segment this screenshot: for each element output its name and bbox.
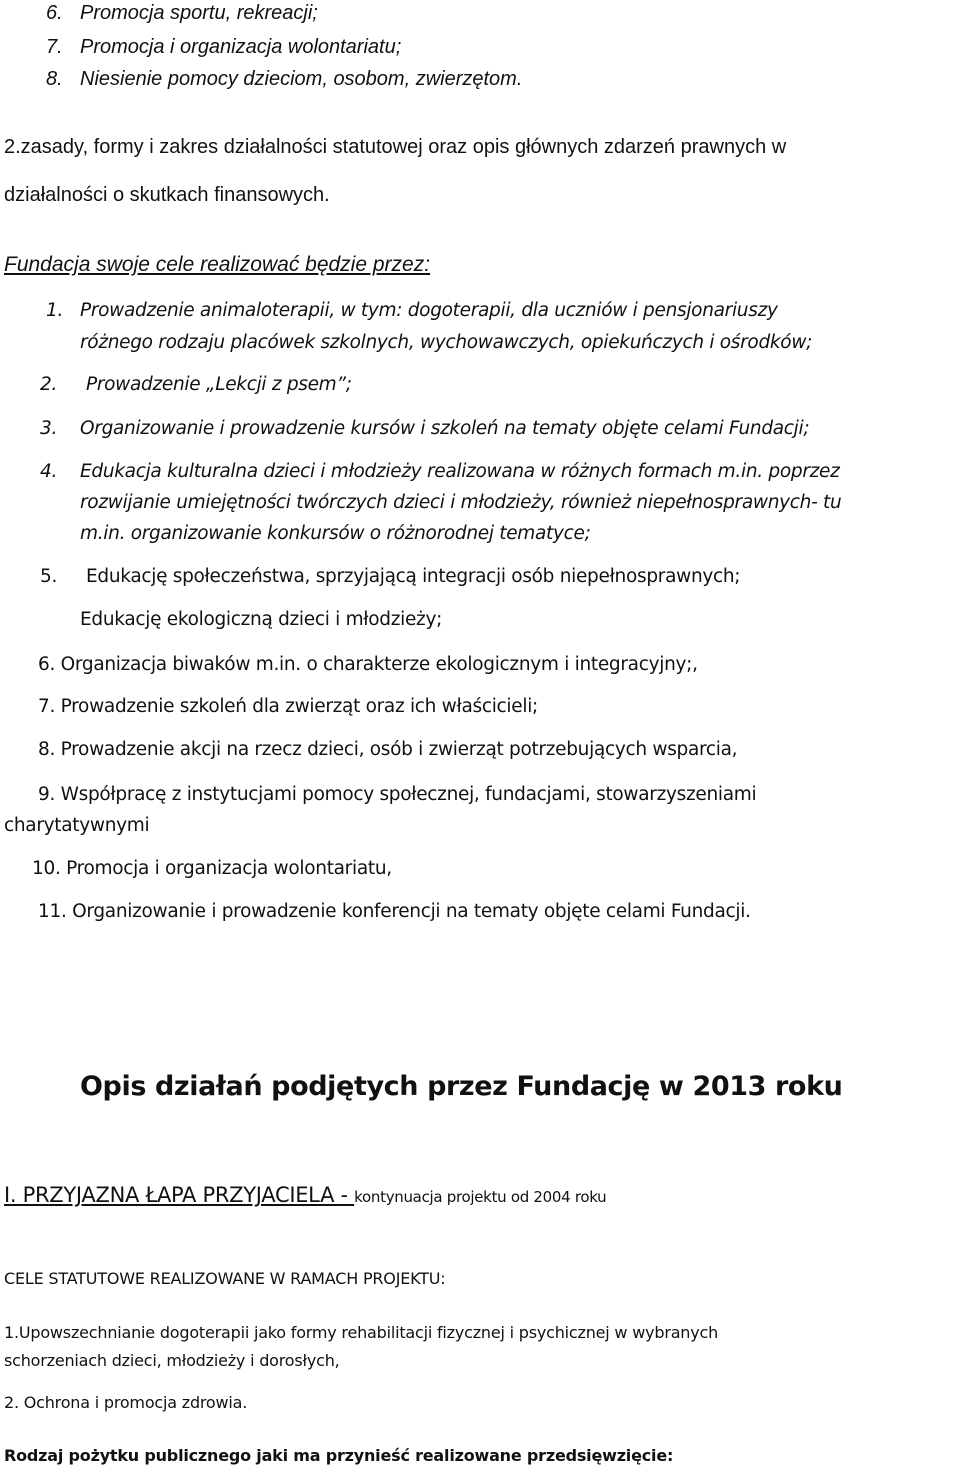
goal-4: 4. Edukacja kulturalna dzieci i młodzieży realizowana w różnych formach m.in. poprzez <box>40 461 840 482</box>
section-2-line-1: 2.zasady, formy i zakres działalności statutowej oraz opis głównych zdarzeń prawnych w <box>4 136 787 158</box>
goal-2: 2. Prowadzenie „Lekcji z psem”; <box>40 374 352 395</box>
project-goals-heading: CELE STATUTOWE REALIZOWANE W RAMACH PROJEKTU: <box>4 1269 446 1288</box>
goal-1-continuation: różnego rodzaju placówek szkolnych, wychowawczych, opiekuńczych i ośrodków; <box>80 332 813 353</box>
project-goal-1: 1.Upowszechnianie dogoterapii jako formy rehabilitacji fizycznej i psychicznej w wybranych <box>4 1323 719 1342</box>
goal-3: 3. Organizowanie i prowadzenie kursów i szkoleń na tematy objęte celami Fundacji; <box>40 418 810 439</box>
goal-6: 6. Organizacja biwaków m.in. o charakterze ekologicznym i integracyjny;, <box>38 654 698 675</box>
section-2-line-2: działalności o skutkach finansowych. <box>4 184 330 206</box>
subheading: Fundacja swoje cele realizować będzie przez: <box>4 253 431 276</box>
goal-7: 7. Prowadzenie szkoleń dla zwierząt oraz ich właścicieli; <box>38 696 538 717</box>
goal-9: 9. Współpracę z instytucjami pomocy społecznej, fundacjami, stowarzyszeniami <box>38 784 757 805</box>
goal-1: 1. Prowadzenie animaloterapii, w tym: dogoterapii, dla uczniów i pensjonariuszy <box>46 300 778 321</box>
project-goal-2: 2. Ochrona i promocja zdrowia. <box>4 1393 248 1412</box>
project-title <box>4 1183 606 1207</box>
top-list-item-6: 6. Promocja sportu, rekreacji; <box>46 2 318 24</box>
goal-5-continuation: Edukację ekologiczną dzieci i młodzieży; <box>80 609 443 630</box>
goal-9-continuation: charytatywnymi <box>4 815 150 836</box>
top-list-item-8: 8. Niesienie pomocy dzieciom, osobom, zwierzętom. <box>46 68 523 90</box>
project-continuation: kontynuacja projektu od 2004 roku <box>354 1188 607 1206</box>
page-heading: Opis działań podjętych przez Fundację w 2013 roku <box>80 1071 843 1102</box>
top-list-item-7: 7. Promocja i organizacja wolontariatu; <box>46 36 402 58</box>
goal-10: 10. Promocja i organizacja wolontariatu, <box>32 858 392 879</box>
public-benefit-heading: Rodzaj pożytku publicznego jaki ma przynieść realizowane przedsięwzięcie: <box>4 1446 674 1465</box>
goal-4-continuation-1: rozwijanie umiejętności twórczych dzieci i młodzieży, również niepełnosprawnych- tu <box>80 492 842 513</box>
goal-11: 11. Organizowanie i prowadzenie konferencji na tematy objęte celami Fundacji. <box>38 901 751 922</box>
goal-8: 8. Prowadzenie akcji na rzecz dzieci, osób i zwierząt potrzebujących wsparcia, <box>38 739 738 760</box>
goal-5: 5. Edukację społeczeństwa, sprzyjającą integracji osób niepełnosprawnych; <box>40 566 741 587</box>
project-title-name: I. PRZYJAZNA ŁAPA PRZYJACIELA - <box>4 1183 355 1207</box>
goal-4-continuation-2: m.in. organizowanie konkursów o różnorodnej tematyce; <box>80 523 591 544</box>
project-goal-1-continuation: schorzeniach dzieci, młodzieży i dorosłych, <box>4 1351 340 1370</box>
